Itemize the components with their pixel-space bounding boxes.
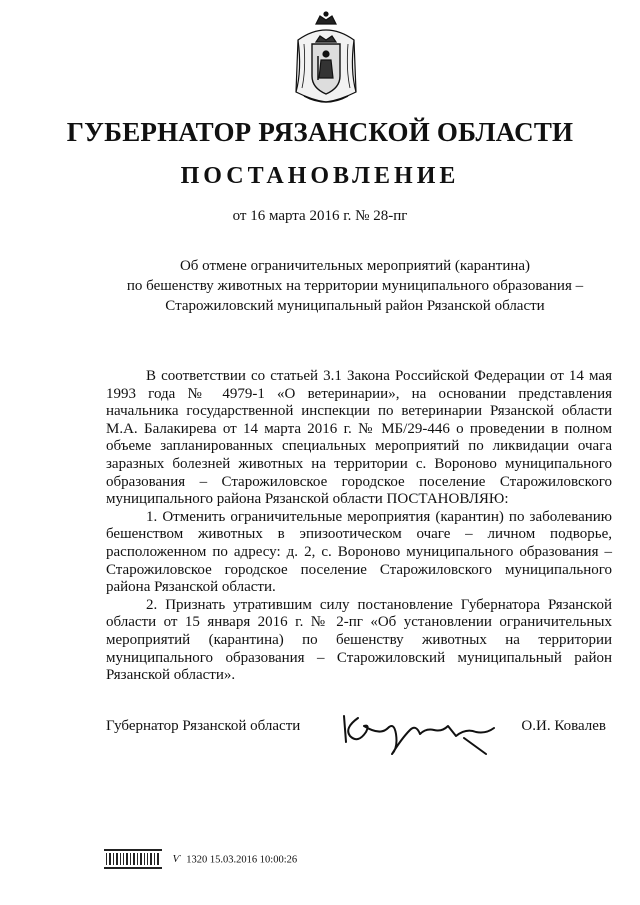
body-paragraph: 1. Отменить ограничительные мероприятия (карантин) по заболеванию бешенством животных в эпизоотическом очаге – личном подворье, расположенном по адресу: д. 2, с. Вороново муниципального образования – Старожиловское городское поселение Старожиловского муниципального района Рязанской области.: [106, 508, 612, 596]
subject-line: Об отмене ограничительных мероприятий (карантина): [179, 258, 531, 274]
subject-line: Старожиловский муниципальный район Рязанской области: [165, 298, 545, 314]
barcode-stamp-icon: [104, 849, 162, 871]
document-type: ПОСТАНОВЛЕНИЕ: [180, 163, 460, 189]
registration-number-timestamp: 1320 15.03.2016 10:00:26: [186, 854, 298, 866]
coat-of-arms-emblem: [290, 10, 362, 110]
body-paragraph: 2. Признать утратившим силу постановление Губернатора Рязанской области от 15 января 2016 г. № 2-пг «Об установлении ограничительных мероприятий (карантина) по бешенству животных на территории муниципального образования – Старожиловский муниципальный район Рязанской области».: [106, 596, 612, 684]
registration-footer: [104, 849, 297, 871]
signatory-name: О.И. Ковалев: [521, 718, 606, 734]
body-paragraph: В соответствии со статьей 3.1 Закона Российской Федерации от 14 мая 1993 года № 4979-1 «О ветеринарии», на основании представления начальника государственной инспекции по ветеринарии Рязанской области М.А. Балакирева от 14 марта 2016 г. № МБ/29-446 о проведении в полном объеме запланированных специальных мероприятий по ликвидации очага заразных болезней животных на территории с. Вороново муниципального образования – Старожиловское городское поселение Старожиловского муниципального района Рязанской области ПОСТАНОВЛЯЮ:: [106, 368, 612, 508]
signatory-position: Губернатор Рязанской области: [106, 718, 301, 734]
document-body: [106, 368, 612, 685]
document-date-number: от 16 марта 2016 г. № 28-пг: [232, 208, 408, 224]
issuer-title: ГУБЕРНАТОР РЯЗАНСКОЙ ОБЛАСТИ: [66, 117, 574, 147]
handwritten-signature: [336, 708, 506, 760]
document-subject: [110, 256, 600, 316]
subject-line: по бешенству животных на территории муниципального образования –: [126, 278, 584, 294]
registration-mark: Ѵ: [172, 854, 180, 866]
